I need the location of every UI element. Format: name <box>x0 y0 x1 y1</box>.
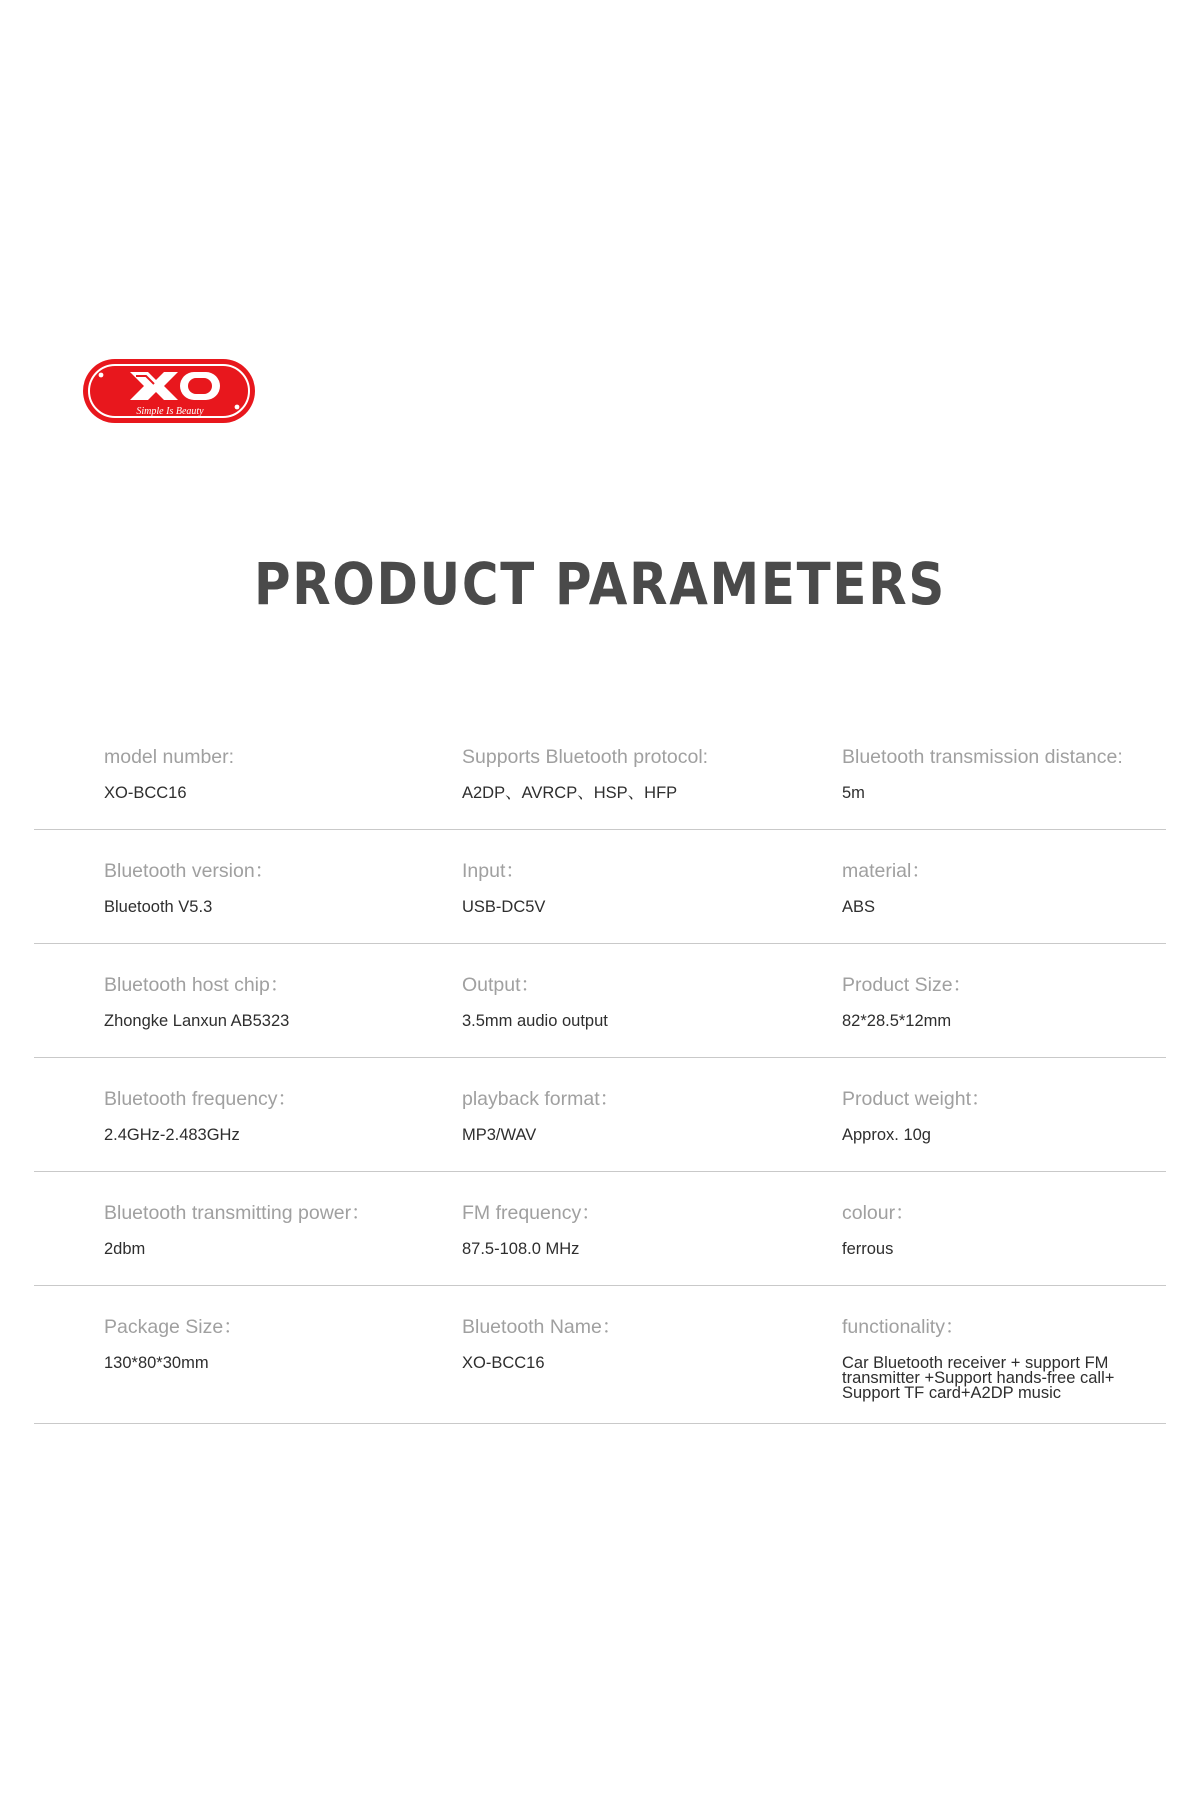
parameter-value: Zhongke Lanxun AB5323 <box>104 1012 290 1030</box>
parameter-value: 3.5mm audio output <box>462 1012 608 1030</box>
parameter-value: ferrous <box>842 1240 894 1258</box>
brand-logo <box>82 358 256 424</box>
logo-slogan: Simple Is Beauty <box>136 406 204 417</box>
parameter-value: 87.5-108.0 MHz <box>462 1240 580 1258</box>
parameter-row <box>0 1172 1200 1286</box>
parameter-value: MP3/WAV <box>462 1126 537 1144</box>
parameter-label: Output： <box>462 974 541 996</box>
parameter-row <box>0 1058 1200 1172</box>
parameter-value: Approx. 10g <box>842 1126 931 1144</box>
parameter-row <box>0 1286 1200 1424</box>
parameter-label: model number: <box>104 746 235 768</box>
parameter-label: Supports Bluetooth protocol: <box>462 746 709 768</box>
parameter-value: 2dbm <box>104 1240 146 1258</box>
parameter-label: Input： <box>462 860 525 882</box>
parameter-cell <box>104 1088 444 1143</box>
parameter-label: playback format： <box>462 1088 620 1110</box>
page-title: PRODUCT PARAMETERS <box>254 550 946 618</box>
parameter-row <box>0 716 1200 830</box>
parameter-cell <box>104 860 444 915</box>
parameter-label: material： <box>842 860 931 882</box>
parameter-cell <box>104 1316 444 1371</box>
parameter-label: Package Size： <box>104 1316 243 1338</box>
parameter-label: Bluetooth Name： <box>462 1316 622 1338</box>
parameter-value: Bluetooth V5.3 <box>104 898 213 916</box>
parameter-cell <box>104 1202 444 1257</box>
parameter-value: USB-DC5V <box>462 898 546 916</box>
parameter-cell <box>462 746 822 801</box>
parameter-cell <box>462 860 822 915</box>
parameter-label: Bluetooth host chip： <box>104 974 290 996</box>
parameter-value: XO-BCC16 <box>462 1354 545 1372</box>
parameter-value: Car Bluetooth receiver + support FM transmitter +Support hands-free call+ Support TF card+A2DP music <box>842 1354 1115 1402</box>
parameter-row <box>0 830 1200 944</box>
parameter-cell <box>842 746 1172 801</box>
parameter-value: XO-BCC16 <box>104 784 187 802</box>
parameter-cell <box>104 974 444 1029</box>
parameter-cell <box>842 860 1172 915</box>
parameter-label: Bluetooth version： <box>104 860 275 882</box>
parameter-label: colour： <box>842 1202 915 1224</box>
parameter-cell <box>104 746 444 801</box>
parameter-cell <box>842 1316 1172 1401</box>
parameter-label: Bluetooth transmitting power： <box>104 1202 371 1224</box>
parameter-value: ABS <box>842 898 876 916</box>
row-divider <box>34 1423 1166 1424</box>
parameter-label: Bluetooth transmission distance: <box>842 746 1123 768</box>
parameter-cell <box>842 1202 1172 1257</box>
parameter-cell <box>462 1088 822 1143</box>
parameter-row <box>0 944 1200 1058</box>
parameter-value: 2.4GHz-2.483GHz <box>104 1126 240 1144</box>
parameter-cell <box>842 1088 1172 1143</box>
parameter-value: 82*28.5*12mm <box>842 1012 952 1030</box>
parameter-cell <box>842 974 1172 1029</box>
parameter-label: FM frequency： <box>462 1202 601 1224</box>
parameter-value: A2DP、AVRCP、HSP、HFP <box>462 784 678 802</box>
parameter-cell <box>462 1316 822 1371</box>
parameter-cell <box>462 974 822 1029</box>
parameter-value: 5m <box>842 784 865 802</box>
parameter-label: functionality： <box>842 1316 965 1338</box>
parameter-table <box>0 716 1200 1424</box>
parameter-label: Bluetooth frequency： <box>104 1088 297 1110</box>
parameter-value: 130*80*30mm <box>104 1354 209 1372</box>
parameter-cell <box>462 1202 822 1257</box>
parameter-label: Product Size： <box>842 974 973 996</box>
parameter-label: Product weight： <box>842 1088 991 1110</box>
